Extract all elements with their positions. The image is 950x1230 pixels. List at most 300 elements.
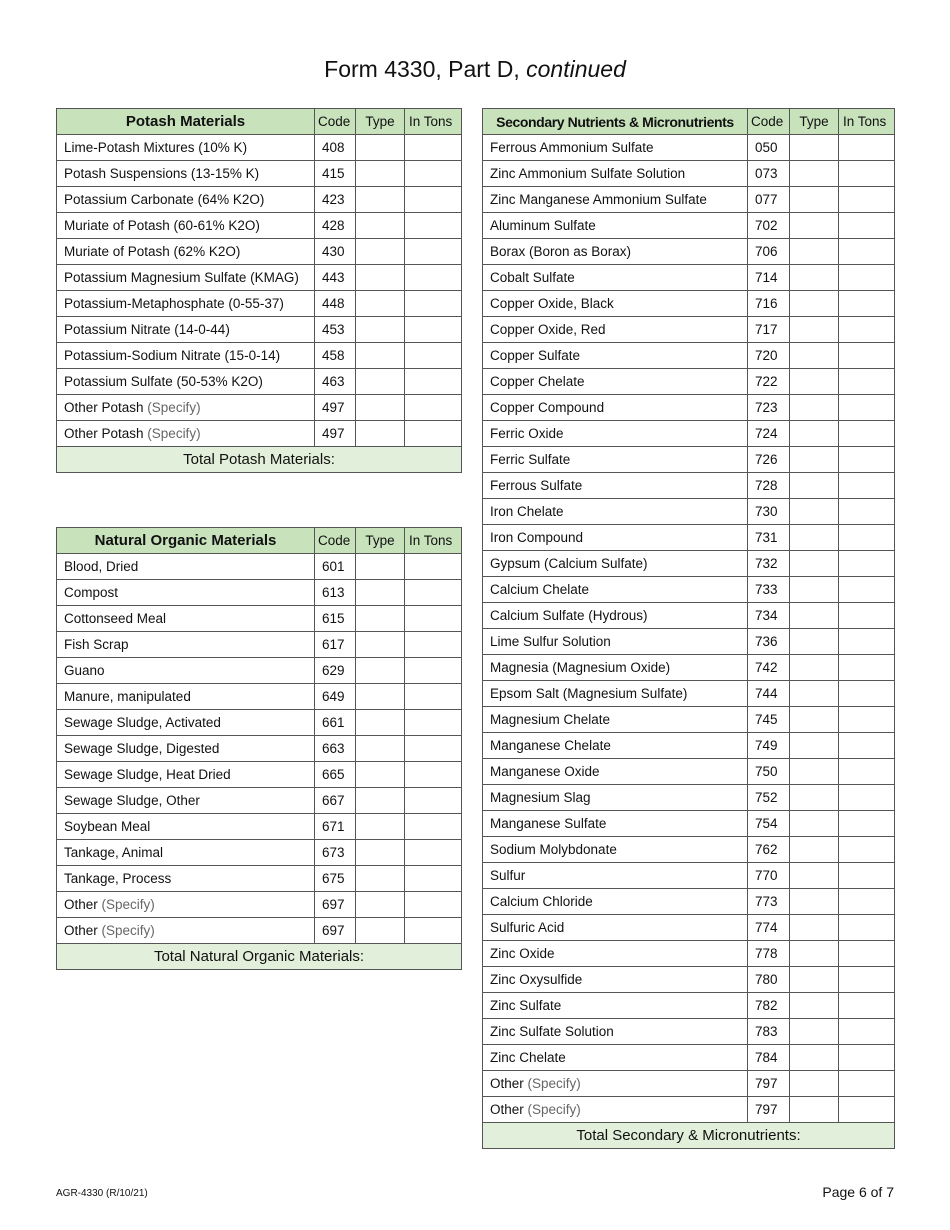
type-input-cell[interactable] [356,632,405,658]
tons-input-cell[interactable] [839,291,895,317]
table-row [483,733,895,759]
material-code: 673 [315,840,356,866]
material-name [483,447,748,473]
table-row [483,187,895,213]
table-row [483,915,895,941]
material-name [57,343,315,369]
material-label: Aluminum Sulfate [490,218,596,233]
organic-heading: Natural Organic Materials [57,528,315,554]
material-label: Sewage Sludge, Activated [64,715,221,730]
material-code: 731 [748,525,790,551]
material-code: 742 [748,655,790,681]
tons-input-cell[interactable] [405,840,462,866]
type-input-cell[interactable] [790,421,839,447]
type-input-cell[interactable] [790,967,839,993]
material-name[interactable] [57,892,315,918]
tons-input-cell[interactable] [839,447,895,473]
tons-input-cell[interactable] [405,918,462,944]
type-input-cell[interactable] [790,291,839,317]
material-label: Calcium Chloride [490,894,593,909]
potash-materials-table [56,108,462,473]
type-input-cell[interactable] [356,710,405,736]
type-input-cell[interactable] [790,733,839,759]
tons-input-cell[interactable] [839,213,895,239]
tons-input-cell[interactable] [839,1071,895,1097]
tons-input-cell[interactable] [405,343,462,369]
tons-input-cell[interactable] [839,785,895,811]
type-input-cell[interactable] [790,499,839,525]
table-row [57,580,462,606]
table-row [57,421,462,447]
material-label: Other Potash [64,400,148,415]
material-name [483,551,748,577]
material-name [483,213,748,239]
tons-input-cell[interactable] [839,239,895,265]
material-code: 730 [748,499,790,525]
type-input-cell[interactable] [790,525,839,551]
type-input-cell[interactable] [356,317,405,343]
material-name [483,915,748,941]
material-label: Iron Chelate [490,504,564,519]
material-label: Magnesia (Magnesium Oxide) [490,660,671,675]
type-input-cell[interactable] [790,265,839,291]
type-input-cell[interactable] [790,629,839,655]
material-label: Potassium-Metaphosphate (0-55-37) [64,296,284,311]
material-code: 778 [748,941,790,967]
type-input-cell[interactable] [356,554,405,580]
table-row [483,447,895,473]
material-name [57,710,315,736]
table-row [57,369,462,395]
type-input-cell[interactable] [790,343,839,369]
tons-input-cell[interactable] [839,343,895,369]
material-label: Copper Oxide, Red [490,322,606,337]
table-row [483,161,895,187]
material-code: 734 [748,603,790,629]
material-name [483,941,748,967]
table-row [483,1019,895,1045]
tons-input-cell[interactable] [839,941,895,967]
total-label: Total Secondary & Micronutrients: [483,1123,895,1149]
material-name[interactable] [57,421,315,447]
material-label: Sewage Sludge, Digested [64,741,220,756]
code-header: Code [748,109,790,135]
tons-input-cell[interactable] [405,554,462,580]
table-row [57,239,462,265]
material-name [483,265,748,291]
type-input-cell[interactable] [790,239,839,265]
type-input-cell[interactable] [356,606,405,632]
tons-input-cell[interactable] [839,603,895,629]
type-input-cell[interactable] [356,658,405,684]
material-label: Manure, manipulated [64,689,191,704]
tons-input-cell[interactable] [405,580,462,606]
material-label: Soybean Meal [64,819,151,834]
tons-input-cell[interactable] [839,707,895,733]
material-label: Borax (Boron as Borax) [490,244,632,259]
material-code: 745 [748,707,790,733]
title-main: Form 4330, Part D, [324,56,520,82]
tons-input-cell[interactable] [405,658,462,684]
table-row [483,473,895,499]
tons-input-cell[interactable] [839,863,895,889]
type-input-cell[interactable] [790,759,839,785]
material-label: Zinc Chelate [490,1050,566,1065]
material-label: Copper Oxide, Black [490,296,614,311]
tons-input-cell[interactable] [405,369,462,395]
type-input-cell[interactable] [790,187,839,213]
material-name[interactable] [483,1097,748,1123]
material-name [483,1019,748,1045]
specify-note: (Specify) [101,923,155,938]
table-row [57,658,462,684]
material-label: Lime Sulfur Solution [490,634,611,649]
tons-input-cell[interactable] [839,265,895,291]
table-row [57,918,462,944]
table-row [483,603,895,629]
type-input-cell[interactable] [790,551,839,577]
material-code: 661 [315,710,356,736]
type-input-cell[interactable] [356,840,405,866]
material-name [483,291,748,317]
material-label: Copper Chelate [490,374,585,389]
tons-input-cell[interactable] [839,915,895,941]
table-row [57,866,462,892]
tons-input-cell[interactable] [405,632,462,658]
tons-input-cell[interactable] [405,291,462,317]
type-input-cell[interactable] [790,473,839,499]
tons-input-cell[interactable] [839,681,895,707]
type-input-cell[interactable] [790,785,839,811]
type-input-cell[interactable] [790,681,839,707]
material-name [483,889,748,915]
type-input-cell[interactable] [790,603,839,629]
material-code: 697 [315,918,356,944]
material-name [57,187,315,213]
type-input-cell[interactable] [356,866,405,892]
material-name [483,499,748,525]
material-code: 663 [315,736,356,762]
table-row [483,551,895,577]
table-row [57,814,462,840]
table-row [483,629,895,655]
material-label: Compost [64,585,119,600]
page-title [0,56,950,83]
type-input-cell[interactable] [790,369,839,395]
tons-input-cell[interactable] [839,525,895,551]
material-label: Zinc Oxide [490,946,555,961]
tons-input-cell[interactable] [839,1097,895,1123]
material-label: Epsom Salt (Magnesium Sulfate) [490,686,688,701]
material-label: Other [490,1076,528,1091]
material-code: 770 [748,863,790,889]
type-input-cell[interactable] [790,889,839,915]
tons-input-cell[interactable] [405,736,462,762]
type-input-cell[interactable] [356,239,405,265]
table-row [483,369,895,395]
material-code: 073 [748,161,790,187]
tons-input-cell[interactable] [839,967,895,993]
tons-input-cell[interactable] [405,239,462,265]
material-name [57,814,315,840]
material-label: Potash Suspensions (13-15% K) [64,166,260,181]
type-input-cell[interactable] [356,369,405,395]
total-row [483,1123,895,1149]
type-input-cell[interactable] [790,863,839,889]
type-input-cell[interactable] [790,135,839,161]
tons-input-cell[interactable] [405,213,462,239]
tons-header: In Tons [405,528,462,554]
material-label: Copper Sulfate [490,348,581,363]
tons-input-cell[interactable] [405,892,462,918]
tons-input-cell[interactable] [405,187,462,213]
material-label: Ferrous Sulfate [490,478,583,493]
table-row [57,684,462,710]
material-name [483,993,748,1019]
tons-input-cell[interactable] [839,395,895,421]
material-code: 463 [315,369,356,395]
tons-input-cell[interactable] [839,1019,895,1045]
material-label: Sulfuric Acid [490,920,565,935]
tons-input-cell[interactable] [839,551,895,577]
material-code: 702 [748,213,790,239]
type-input-cell[interactable] [356,421,405,447]
tons-input-cell[interactable] [839,473,895,499]
tons-input-cell[interactable] [839,421,895,447]
tons-input-cell[interactable] [839,499,895,525]
material-name [57,684,315,710]
type-input-cell[interactable] [790,395,839,421]
type-input-cell[interactable] [790,811,839,837]
total-row [57,447,462,473]
material-name [57,606,315,632]
type-input-cell[interactable] [790,1097,839,1123]
material-code: 050 [748,135,790,161]
material-code: 780 [748,967,790,993]
tons-input-cell[interactable] [839,369,895,395]
table-row [483,811,895,837]
material-label: Sewage Sludge, Heat Dried [64,767,231,782]
type-input-cell[interactable] [356,291,405,317]
tons-input-cell[interactable] [405,788,462,814]
material-code: 728 [748,473,790,499]
type-input-cell[interactable] [356,187,405,213]
tons-input-cell[interactable] [839,655,895,681]
tons-input-cell[interactable] [839,837,895,863]
material-name [483,395,748,421]
material-label: Sulfur [490,868,526,883]
tons-input-cell[interactable] [405,265,462,291]
type-input-cell[interactable] [790,317,839,343]
table-row [57,606,462,632]
table-row [57,632,462,658]
table-row [57,343,462,369]
type-input-cell[interactable] [790,915,839,941]
material-name [57,265,315,291]
material-name [57,369,315,395]
type-input-cell[interactable] [356,265,405,291]
material-code: 744 [748,681,790,707]
material-code: 797 [748,1097,790,1123]
material-name [483,577,748,603]
potash-heading: Potash Materials [57,109,315,135]
material-name [57,317,315,343]
material-code: 749 [748,733,790,759]
type-input-cell[interactable] [356,814,405,840]
type-input-cell[interactable] [356,213,405,239]
material-label: Tankage, Animal [64,845,164,860]
material-name [57,291,315,317]
table-row [57,736,462,762]
type-header: Type [790,109,839,135]
type-input-cell[interactable] [790,1071,839,1097]
tons-input-cell[interactable] [405,606,462,632]
table-row [57,291,462,317]
type-input-cell[interactable] [356,580,405,606]
type-input-cell[interactable] [356,161,405,187]
material-name [483,421,748,447]
type-input-cell[interactable] [356,788,405,814]
tons-input-cell[interactable] [405,395,462,421]
material-name [483,681,748,707]
material-name [483,655,748,681]
type-input-cell[interactable] [790,577,839,603]
type-input-cell[interactable] [356,343,405,369]
table-row [483,889,895,915]
material-code: 497 [315,395,356,421]
material-name [57,554,315,580]
type-input-cell[interactable] [356,684,405,710]
material-code: 077 [748,187,790,213]
material-label: Muriate of Potash (62% K2O) [64,244,241,259]
type-input-cell[interactable] [790,213,839,239]
tons-input-cell[interactable] [405,710,462,736]
material-name [483,759,748,785]
table-row [57,892,462,918]
table-row [483,421,895,447]
type-input-cell[interactable] [356,892,405,918]
type-input-cell[interactable] [356,395,405,421]
material-name[interactable] [57,918,315,944]
table-row [483,265,895,291]
material-label: Sewage Sludge, Other [64,793,200,808]
material-name [483,837,748,863]
material-name [57,658,315,684]
type-input-cell[interactable] [356,736,405,762]
type-input-cell[interactable] [356,135,405,161]
material-name[interactable] [483,1071,748,1097]
code-header: Code [315,528,356,554]
type-input-cell[interactable] [790,941,839,967]
material-code: 720 [748,343,790,369]
type-input-cell[interactable] [356,762,405,788]
material-code: 784 [748,1045,790,1071]
specify-note: (Specify) [147,426,201,441]
specify-note: (Specify) [527,1102,581,1117]
tons-input-cell[interactable] [839,889,895,915]
type-input-cell[interactable] [790,993,839,1019]
material-label: Iron Compound [490,530,584,545]
material-name [483,811,748,837]
tons-input-cell[interactable] [839,759,895,785]
page-number: Page 6 of 7 [822,1184,894,1200]
material-label: Cottonseed Meal [64,611,167,626]
tons-input-cell[interactable] [839,1045,895,1071]
material-label: Blood, Dried [64,559,139,574]
material-code: 615 [315,606,356,632]
material-name [483,343,748,369]
type-input-cell[interactable] [790,1019,839,1045]
material-code: 724 [748,421,790,447]
tons-input-cell[interactable] [405,762,462,788]
material-label: Lime-Potash Mixtures (10% K) [64,140,248,155]
material-code: 783 [748,1019,790,1045]
title-continued: continued [526,56,626,82]
material-code: 697 [315,892,356,918]
material-code: 723 [748,395,790,421]
tons-input-cell[interactable] [839,187,895,213]
material-code: 773 [748,889,790,915]
type-input-cell[interactable] [790,1045,839,1071]
table-row [483,499,895,525]
material-name [483,733,748,759]
tons-input-cell[interactable] [405,421,462,447]
material-code: 408 [315,135,356,161]
tons-header: In Tons [839,109,895,135]
material-label: Potassium Sulfate (50-53% K2O) [64,374,263,389]
table-row [57,788,462,814]
table-row [483,863,895,889]
material-code: 649 [315,684,356,710]
tons-input-cell[interactable] [405,866,462,892]
tons-input-cell[interactable] [839,811,895,837]
material-name [57,866,315,892]
tons-input-cell[interactable] [405,684,462,710]
natural-organic-materials-table [56,527,462,970]
table-row [483,837,895,863]
material-name [483,317,748,343]
material-name [483,135,748,161]
tons-input-cell[interactable] [839,577,895,603]
material-code: 665 [315,762,356,788]
material-name [57,788,315,814]
total-label: Total Natural Organic Materials: [57,944,462,970]
type-input-cell[interactable] [356,918,405,944]
type-input-cell[interactable] [790,161,839,187]
tons-input-cell[interactable] [405,814,462,840]
tons-input-cell[interactable] [839,317,895,343]
type-input-cell[interactable] [790,707,839,733]
material-label: Manganese Chelate [490,738,611,753]
tons-input-cell[interactable] [839,161,895,187]
table-row [483,967,895,993]
tons-input-cell[interactable] [839,629,895,655]
tons-input-cell[interactable] [405,135,462,161]
material-name [57,239,315,265]
type-input-cell[interactable] [790,655,839,681]
tons-input-cell[interactable] [405,161,462,187]
tons-input-cell[interactable] [839,993,895,1019]
material-name[interactable] [57,395,315,421]
tons-input-cell[interactable] [405,317,462,343]
type-input-cell[interactable] [790,837,839,863]
tons-input-cell[interactable] [839,135,895,161]
type-input-cell[interactable] [790,447,839,473]
material-name [483,863,748,889]
tons-input-cell[interactable] [839,733,895,759]
table-row [57,265,462,291]
material-label: Ferrous Ammonium Sulfate [490,140,654,155]
